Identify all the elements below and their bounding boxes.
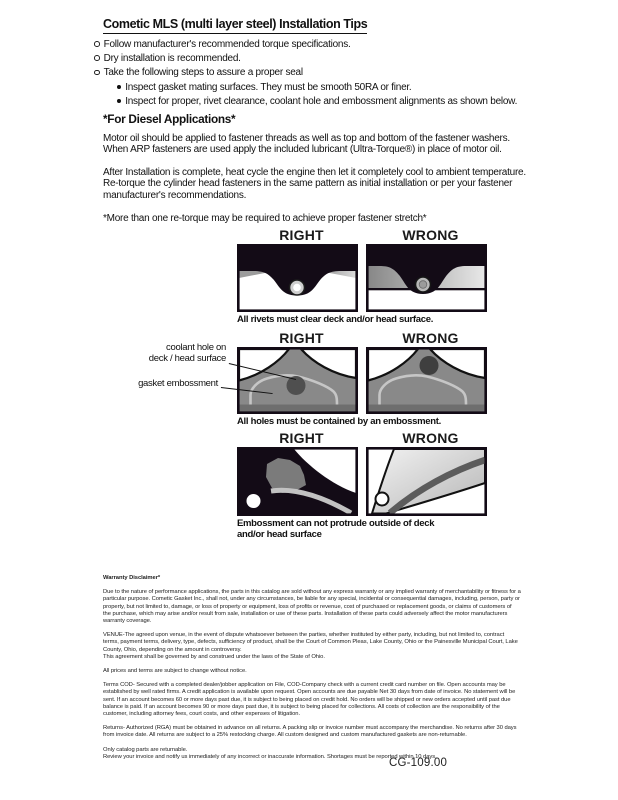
caption-line: Embossment can not protrude outside of deck — [237, 518, 435, 529]
caption-line: and/or head surface — [237, 528, 322, 540]
page-code: CG-109.00 — [389, 757, 448, 769]
tip-text: Dry installation is recommended. — [103, 53, 241, 65]
review-invoice-line: Review your invoice and notify us immediately of any incorrect or inaccurate information. Shortages must be reported within 10 days. — [103, 753, 437, 760]
diesel-heading: *For Diesel Applications* — [103, 112, 236, 126]
diagram-labels — [237, 227, 487, 243]
protrusion-right-diagram — [237, 447, 358, 516]
annotation-text: deck / head surface — [148, 352, 226, 364]
installation-tips-list — [94, 39, 564, 110]
terms-paragraph: Terms COD- Secured with a completed dealer/jobber application on File, COD-Company check with a current credit card number on file. Open accounts may be established by well rated firms. A credit application is available upon request. Open accounts are due payable Net 30 days from date of invoice. No statement will be sent. If an account becomes 60 or more days past due, it is subject to being placed on credit hold. No orders will be shipped or new orders accepted until past due balance is paid. If an account becomes 90 or more days past due, it is subject to being placed for collections. All costs of collection are the responsibility of the customer, including attorney fees, court costs, and other expenses of litigation. — [103, 682, 516, 718]
rivet-right-diagram — [237, 244, 358, 312]
diagram-images — [237, 447, 497, 516]
wrong-label: WRONG — [402, 430, 459, 446]
list-item — [94, 39, 564, 50]
tip-text: Follow manufacturer's recommended torque specifications. — [103, 39, 351, 50]
list-item — [117, 82, 564, 93]
coolant-hole-annotation — [86, 343, 226, 365]
bolt-hole — [247, 494, 261, 508]
diagram-images — [237, 347, 497, 414]
diesel-note: *More than one re-torque may be required to achieve proper fastener stretch* — [103, 212, 427, 224]
diagram-labels — [237, 430, 487, 446]
right-label: RIGHT — [279, 227, 324, 243]
list-item — [94, 53, 564, 64]
list-item — [94, 67, 564, 78]
circle-bullet-icon — [94, 41, 100, 47]
wrong-label: WRONG — [402, 227, 459, 243]
diesel-paragraph: Motor oil should be applied to fastener threads as well as top and bottom of the fastener washers. When ARP fasteners are used apply the included lubricant (Ultra-Torque®) in place of motor oil. — [103, 132, 510, 156]
returns-paragraph: Returns- Authorized (RGA) must be obtained in advance on all returns. A packing slip or invoice number must accompany the merchandise. No returns after 30 days from invoice date. All returns are subject to a 25% restocking charge. All custom designed and custom manufactured gaskets are non-returnable. — [103, 725, 517, 739]
diagram-images — [237, 244, 497, 312]
coolant-hole — [420, 356, 439, 375]
wrong-label: WRONG — [402, 330, 459, 346]
tip-text: Inspect for proper, rivet clearance, coolant hole and embossment alignments as shown below. — [125, 95, 518, 107]
legal-disclaimer-section — [103, 575, 521, 761]
embossment-right-diagram — [237, 347, 358, 414]
warranty-disclaimer-heading: Warranty Disclaimer* — [103, 575, 161, 581]
embossment-protrusion-diagram-row — [237, 430, 497, 540]
embossment-containment-diagram-row — [237, 330, 497, 428]
right-label: RIGHT — [279, 430, 324, 446]
embossment-wrong-diagram — [366, 347, 487, 414]
diagram-caption: All rivets must clear deck and/or head surface. — [237, 314, 434, 325]
diagram-caption: All holes must be contained by an embossment. — [237, 416, 441, 427]
protrusion-wrong-diagram — [366, 447, 487, 516]
diesel-paragraph: After Installation is complete, heat cycle the engine then let it completely cool to ambient temperature. Re-torque the cylinder head fasteners in the same pattern as initial installation or per your fastener manufacturer's recommendations. — [103, 166, 526, 201]
circle-bullet-icon — [94, 55, 100, 61]
right-label: RIGHT — [279, 330, 324, 346]
tip-text: Take the following steps to assure a proper seal — [103, 67, 303, 79]
only-catalog-line: Only catalog parts are returnable. — [103, 746, 188, 753]
circle-bullet-icon — [94, 70, 100, 76]
rivet-wrong-diagram — [366, 244, 487, 312]
diagram-caption — [237, 519, 497, 540]
diesel-applications-section — [103, 114, 533, 235]
prices-line: All prices and terms are subject to change without notice. — [103, 668, 247, 675]
dot-bullet-icon — [117, 85, 121, 89]
warranty-paragraph: Due to the nature of performance applications, the parts in this catalog are sold without any express warranty or any implied warranty of merchantability or fitness for a particular purpose. Cometic Gasket Inc., shall not, under any circumstances, be liable for any special, incidental or consequential damages, including, person, party or property, but not limited to, damage, or loss of property or equipment, loss of profits or revenue, cost of purchased or replacement goods, or claims of customers of the purchase, which may arise and/or result from sale, installation or use of these parts. Installation of these parts could adversely affect the motor manufacturers warranty coverage. — [103, 589, 521, 625]
dot-bullet-icon — [117, 99, 121, 103]
bolt-hole — [376, 493, 389, 506]
tip-text: Inspect gasket mating surfaces. They must be smooth 50RA or finer. — [125, 81, 412, 93]
diagram-labels — [237, 330, 487, 346]
governing-law-line: This agreement shall be governed by and construed under the laws of the State of Ohio. — [103, 653, 325, 660]
annotation-text: gasket embossment — [138, 378, 218, 389]
page-title: Cometic MLS (multi layer steel) Installation Tips — [103, 17, 367, 34]
list-item — [117, 96, 564, 107]
annotation-text: coolant hole on — [166, 342, 226, 353]
venue-paragraph: VENUE-The agreed upon venue, in the event of dispute whatsoever between the parties, whether instituted by either party, including, but not limited to, contract terms, payment terms, delivery, type, defects, sufficiency of product, shall be the Court of Common Pleas, Lake County, Ohio or the Painesville Municipal Court, Lake County, Ohio, depending on the amount in controversy. — [103, 632, 518, 653]
gasket-embossment-annotation — [86, 379, 218, 390]
rivet-clearance-diagram-row — [237, 227, 497, 326]
